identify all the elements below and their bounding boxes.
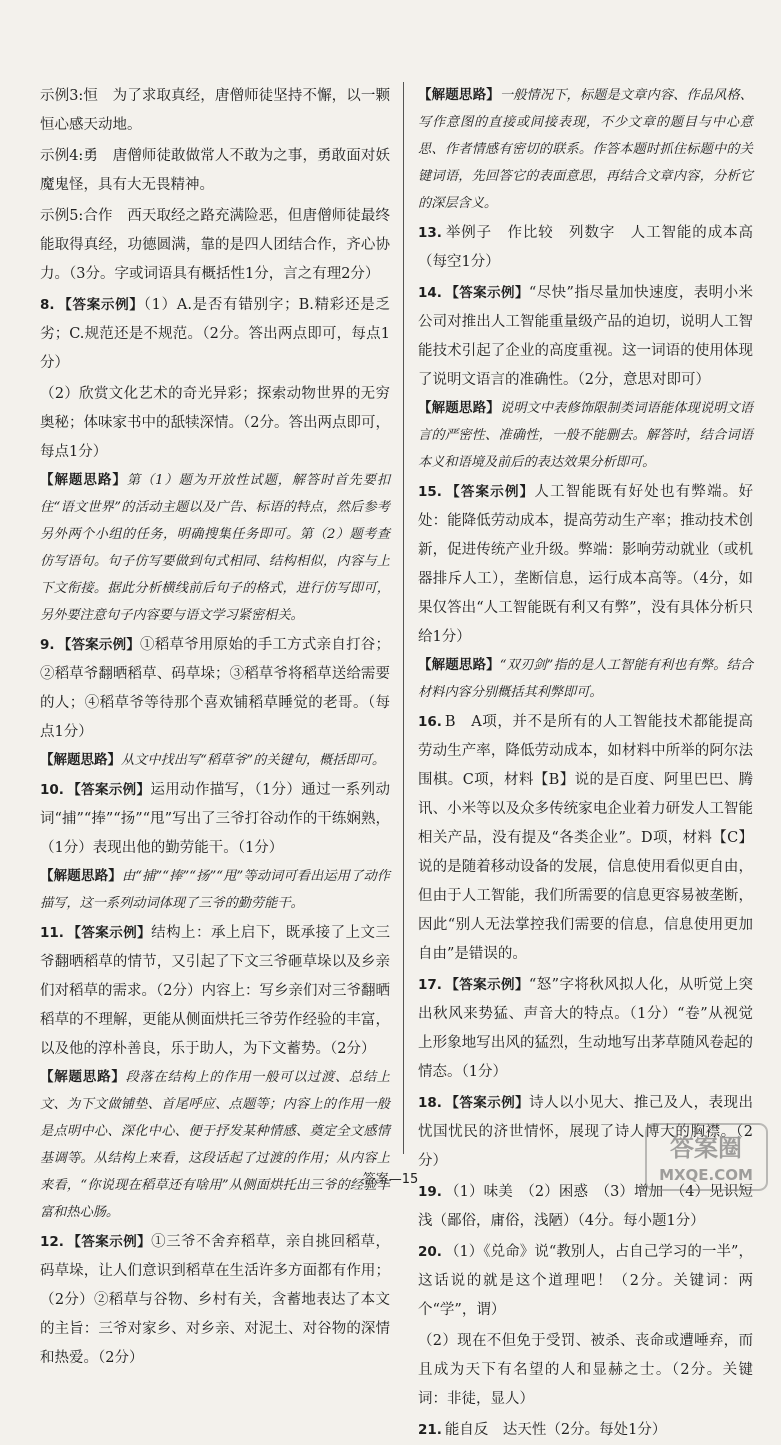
answer-paragraph [418, 708, 753, 969]
paragraph-text: 从文中找出写“稻草爷”的关键句，概括即可。 [121, 753, 386, 768]
watermark-bottom: MXQE.COM [659, 1166, 753, 1184]
answer-paragraph [418, 478, 753, 652]
paragraph-text: （1）味美 （2）困惑 （3）增加 （4）见识短浅（鄙俗，庸俗，浅陋）（4分。每小题1分） [418, 1184, 753, 1229]
paragraph-text: 示例4:勇 唐僧师徒敢做常人不敢为之事，勇敢面对妖魔鬼怪，具有大无畏精神。 [40, 148, 390, 193]
paragraph-text: “双刃剑”指的是人工智能有利也有弊。结合材料内容分别概括其利弊即可。 [418, 658, 754, 700]
answer-paragraph [40, 631, 390, 747]
section-tag: 【答案示例】 [444, 977, 529, 993]
paragraph-text: “尽快”指尽量加快速度，表明小米公司对推出人工智能重量级产品的迫切，说明人工智能技术引起了企业的高度重视。这一词语的使用体现了说明文语言的准确性。（2分，意思对即可） [418, 285, 754, 388]
question-number: 10. [40, 782, 64, 798]
paragraph-text: （1）A.是否有错别字；B.精彩还是乏劣；C.规范还是不规范。（2分。答出两点即可，每点1分） [40, 297, 390, 371]
paragraph-text: 由“捕”“捧”“扬”“甩”等动词可看出运用了动作描写，这一系列动词体现了三爷的勤劳能干。 [40, 869, 390, 911]
answer-paragraph [418, 219, 753, 277]
paragraph-text: 举例子 作比较 列数字 人工智能的成本高（每空1分） [418, 225, 753, 270]
paragraph-text: 一般情况下，标题是文章内容、作品风格、写作意图的直接或间接表现，不少文章的题目与中心意思、作者情感有密切的联系。作答本题时抓住标题中的关键词语，先回答它的表面意思，再结合文章内容，分析它的深层含义。 [418, 88, 753, 211]
answer-paragraph [40, 919, 390, 1064]
section-tag: 【解题思路】 [40, 752, 121, 768]
answer-paragraph [418, 1416, 753, 1445]
section-tag: 【答案示例】 [66, 1234, 152, 1250]
question-number: 16. [418, 714, 442, 730]
question-number: 11. [40, 925, 64, 941]
section-tag: 【答案示例】 [57, 297, 144, 313]
paragraph-text: （1）《兑命》说“教别人，占自己学习的一半”，这话说的就是这个道理吧！（2分。关键词：两个“学”，谓） [418, 1244, 753, 1318]
answer-paragraph [418, 1238, 753, 1325]
paragraph-text: 结构上：承上启下，既承接了上文三爷翻晒稻草的情节，又引起了下文三爷砸草垛以及乡亲们对稻草的需求。（2分）内容上：写乡亲们对三爷翻晒稻草的不理解，更能从侧面烘托三爷劳作经验的丰富，以及他的淳朴善良，乐于助人，为下文蓄势。（2分） [40, 925, 391, 1057]
answer-paragraph [418, 971, 753, 1087]
explanation-paragraph [418, 82, 753, 217]
paragraph-text: 段落在结构上的作用一般可以过渡、总结上文、为下文做铺垫、首尾呼应、点题等；内容上的作用一般是点明中心、深化中心、便于抒发某种情感、奠定全文感情基调等。从结构上来看，这段话起了过渡的作用；从内容上来看，“你说现在稻草还有啥用”从侧面烘托出三爷的经验丰富和热心肠。 [40, 1070, 390, 1220]
section-tag: 【解题思路】 [40, 472, 127, 488]
question-number: 12. [40, 1234, 64, 1250]
answer-paragraph [418, 1327, 753, 1414]
section-tag: 【答案示例】 [66, 782, 151, 798]
question-number: 19. [418, 1184, 442, 1200]
explanation-paragraph [40, 1064, 390, 1226]
question-number: 15. [418, 484, 442, 500]
paragraph-text: 运用动作描写，（1分）通过一系列动词“捕”“捧”“扬”“甩”写出了三爷打谷动作的干练娴熟，（1分）表现出他的勤劳能干。（1分） [40, 782, 390, 856]
paragraph-text: B A项，并不是所有的人工智能技术都能提高劳动生产率，降低劳动成本，如材料中所举的阿尔法围棋。C项，材料【B】说的是百度、阿里巴巴、腾讯、小米等以及众多传统家电企业着力研发人工智能相关产品，没有提及“各类企业”。D项，材料【C】说的是随着移动设备的发展，信息使用看似更自由，但由于人工智能，我们所需要的信息更容易被垄断，因此“别人无法掌控我们需要的信息，信息使用更加自由”是错误的。 [418, 714, 753, 962]
question-number: 17. [418, 977, 442, 993]
answer-paragraph [40, 82, 390, 140]
question-number: 21. [418, 1422, 442, 1438]
page-footer: 答案—15 [362, 1172, 419, 1187]
section-tag: 【解题思路】 [418, 87, 500, 103]
answer-paragraph [40, 1228, 390, 1373]
watermark-top: 答案圈 [670, 1134, 742, 1162]
paragraph-text: 能自反 达天性（2分。每处1分） [444, 1422, 667, 1438]
question-number: 20. [418, 1244, 442, 1260]
section-tag: 【答案示例】 [444, 484, 535, 500]
answer-paragraph [40, 202, 390, 289]
answer-paragraph [40, 142, 390, 200]
section-tag: 【答案示例】 [57, 637, 141, 653]
paragraph-text: ①三爷不舍弃稻草，亲自挑回稻草，码草垛，让人们意识到稻草在生活许多方面都有作用；（2分）②稻草与谷物、乡村有关，含蓄地表达了本文的主旨：三爷对家乡、对乡亲、对泥土、对谷物的深情和热爱。（2分） [40, 1234, 391, 1366]
explanation-paragraph [40, 467, 390, 629]
section-tag: 【答案示例】 [66, 925, 152, 941]
paragraph-text: ①稻草爷用原始的手工方式亲自打谷；②稻草爷翻晒稻草、码草垛；③稻草爷将稻草送给需要的人；④稻草爷等待那个喜欢铺稻草睡觉的老哥。（每点1分） [40, 637, 391, 740]
paragraph-text: （2）欣赏文化艺术的奇光异彩；探索动物世界的无穷奥秘；体味家书中的舐犊深情。（2分。答出两点即可，每点1分） [40, 386, 390, 460]
question-number: 18. [418, 1095, 442, 1111]
section-tag: 【解题思路】 [418, 400, 500, 416]
paragraph-text: 示例5:合作 西天取经之路充满险恶，但唐僧师徒最终能取得真经，功德圆满，靠的是四人团结合作，齐心协力。（3分。字或词语具有概括性1分，言之有理2分） [40, 208, 390, 282]
section-tag: 【答案示例】 [444, 1095, 530, 1111]
answer-paragraph [418, 279, 753, 395]
paragraph-text: 第（1）题为开放性试题，解答时首先要扣住“语文世界”的活动主题以及广告、标语的特点，然后参考另外两个小组的任务，明确搜集任务即可。第（2）题考查仿写语句。句子仿写要做到句式相同、结构相似，内容与上下文衔接。据此分析横线前后句子的格式，进行仿写即可，另外要注意句子内容要与语文学习紧密相关。 [40, 473, 391, 623]
question-number: 14. [418, 285, 442, 301]
explanation-paragraph [418, 395, 753, 476]
question-number: 9. [40, 637, 55, 653]
answer-paragraph [40, 291, 390, 378]
explanation-paragraph [40, 747, 390, 774]
section-tag: 【解题思路】 [418, 657, 500, 673]
answer-paragraph [40, 776, 390, 863]
watermark-logo [644, 1122, 769, 1192]
paragraph-text: （2）现在不但免于受罚、被杀、丧命或遭唾弃，而且成为天下有名望的人和显赫之士。（2分。关键词：非徒，显人） [418, 1333, 753, 1407]
paragraph-text: 诗人以小见大、推己及人，表现出忧国忧民的济世情怀，展现了诗人博大的胸襟。（2分） [418, 1095, 754, 1169]
column-divider [403, 82, 404, 1154]
explanation-paragraph [418, 652, 753, 706]
paragraph-text: 人工智能既有好处也有弊端。好处：能降低劳动成本，提高劳动生产率；推动技术创新，促进传统产业升级。弊端：影响劳动就业（或机器排斥人工），垄断信息，运行成本高等。（4分，如果仅答出“人工智能既有利又有弊”，没有具体分析只给1分） [418, 484, 754, 645]
question-number: 8. [40, 297, 55, 313]
paragraph-text: “怒”字将秋风拟人化，从听觉上突出秋风来势猛、声音大的特点。（1分）“卷”从视觉上形象地写出风的猛烈，生动地写出茅草随风卷起的情态。（1分） [418, 977, 754, 1080]
answer-paragraph [40, 380, 390, 467]
section-tag: 【解题思路】 [40, 868, 122, 884]
section-tag: 【解题思路】 [40, 1069, 126, 1085]
right-column [418, 82, 753, 1445]
explanation-paragraph [40, 863, 390, 917]
paragraph-text: 说明文中表修饰限制类词语能体现说明文语言的严密性、准确性，一般不能删去。解答时，结合词语本义和语境及前后的表达效果分析即可。 [418, 401, 753, 470]
paragraph-text: 示例3:恒 为了求取真经，唐僧师徒坚持不懈，以一颗恒心感天动地。 [40, 88, 390, 133]
section-tag: 【答案示例】 [444, 285, 529, 301]
question-number: 13. [418, 225, 442, 241]
